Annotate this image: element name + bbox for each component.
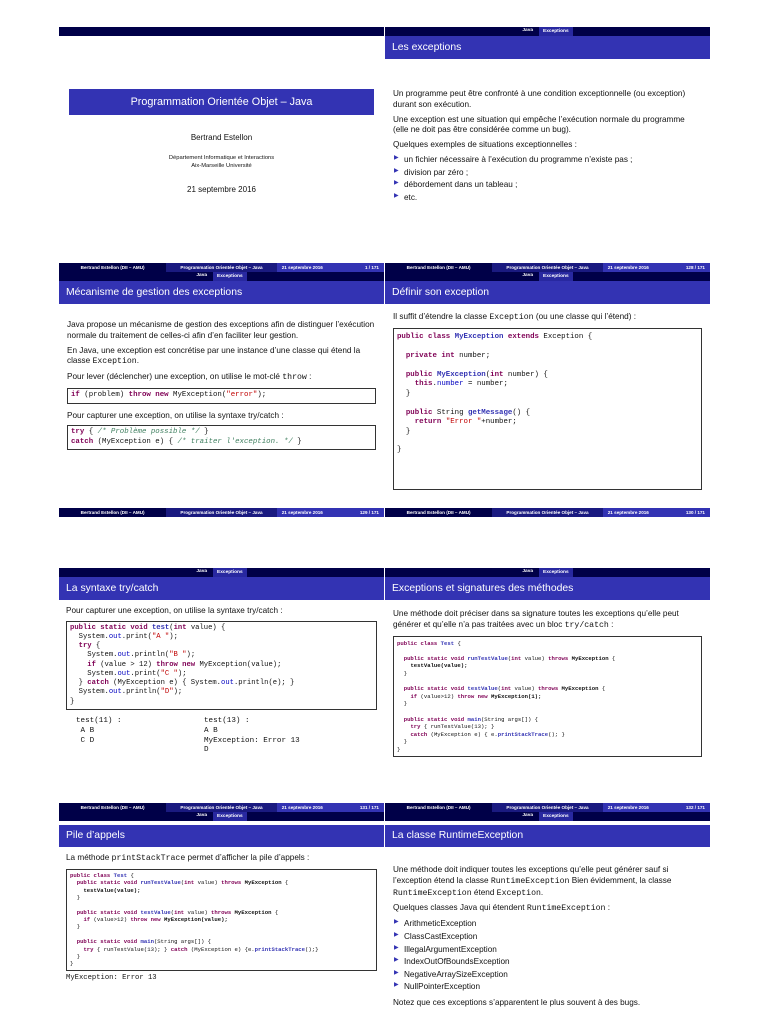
slide-topbar [385,272,710,281]
topbar-java: Java [522,273,534,279]
slide-footer [59,508,384,517]
topbar-section: Exceptions [539,272,573,281]
paragraph: Notez que ces exceptions s’apparentent le plus souvent à des bugs. [393,998,641,1008]
slide-title: La syntaxe try/catch [59,577,384,600]
slide-les-exceptions [385,27,710,272]
slide-footer [385,508,710,517]
slide-topbar [385,568,710,577]
topbar-java: Java [196,569,208,575]
paragraph: Pour lever (déclencher) une exception, on utilise le mot-clé throw : [67,372,312,383]
paragraph: Pour capturer une exception, on utilise la syntaxe try/catch : [66,606,283,615]
code-block-signatures: public class Test { public static void runTestValue(int value) throws MyException { testValue(value); } public static void testValue(int value) throws MyException { if (value>12) throw new MyException(1); } public static void main(String args[]) { try { runTestValue(13); } catch (MyException e) { e.printStackTrace(); } } } [393,636,702,757]
topbar-section: Exceptions [539,27,573,36]
stack-trace-output: MyException: Error 13 [66,973,157,982]
institution-line-2: Aix-Marseille Université [191,162,252,169]
slide-body [393,609,702,757]
bullet-list [393,919,702,993]
slide-body [393,865,702,1013]
slide-body [66,853,377,983]
slide-body [67,320,376,450]
footer-author: Bertrand Estellon (DII – AMU) [59,263,166,272]
topbar-section: Exceptions [213,812,247,821]
slide-footer [385,263,710,272]
page-number: 131 / 171 [359,805,379,810]
bullet-triangle-icon: ▶ [394,193,399,200]
footer-author: Bertrand Estellon (DII – AMU) [385,508,492,517]
footer-title: Programmation Orientée Objet – Java [492,508,603,517]
page-number: 130 / 171 [685,510,705,515]
code-block-throw: if (problem) throw new MyException("error"); [67,388,376,403]
slide-title: Mécanisme de gestion des exceptions [59,281,384,304]
code-block-try-catch: try { /* Problème possible */ } catch (MyException e) { /* traiter l'exception. */ } [67,425,376,450]
topbar-section: Exceptions [539,568,573,577]
paragraph: Quelques classes Java qui étendent RuntimeException : [393,903,611,914]
output-examples [66,717,377,756]
list-item: ▶ IllegalArgumentException [394,944,497,954]
footer-date-page [603,263,710,272]
slide-topbar [385,812,710,821]
list-item: ▶ ArithmeticException [394,919,477,929]
footer-author: Bertrand Estellon (DII – AMU) [385,263,492,272]
bullet-triangle-icon: ▶ [394,931,399,938]
footer-date-page [277,508,384,517]
slide-topbar [59,272,384,281]
slide-pile-appels [59,812,384,1024]
list-item: ▶ un fichier nécessaire à l’exécution du programme n’existe pas ; [394,155,633,165]
list-item: ▶ ClassCastException [394,931,478,941]
list-item: ▶ division par zéro ; [394,167,469,177]
bullet-triangle-icon: ▶ [394,969,399,976]
slide-title: Exceptions et signatures des méthodes [385,577,710,600]
topbar-section: Exceptions [213,272,247,281]
bullet-triangle-icon: ▶ [394,180,399,187]
code-block-myexception: public class MyException extends Exception { private int number; public MyException(int number) { this.number = number; } public String getMessage() { return "Error "+number; } } [393,328,702,490]
page-number: 128 / 171 [685,265,705,270]
list-item: ▶ IndexOutOfBoundsException [394,957,510,967]
paragraph: La méthode printStackTrace permet d’afficher la pile d’appels : [66,853,310,863]
footer-date: 21 septembre 2016 [281,265,323,270]
slide-body [393,89,702,206]
topbar-java: Java [522,813,534,819]
topbar-java: Java [522,569,534,575]
code-block-test-method: public static void test(int value) { System.out.print("A "); try { System.out.println("B "); if (value > 12) throw new MyException(value); System.out.print("C "); } catch (MyException e) { System.out.println(e); } System.out.println("D"); } [66,621,377,710]
slide-runtime-exception [385,812,710,1024]
author-name: Bertrand Estellon [190,133,253,142]
footer-title: Programmation Orientée Objet – Java [492,263,603,272]
footer-title: Programmation Orientée Objet – Java [492,803,603,812]
footer-date: 21 septembre 2016 [281,805,323,810]
paragraph: Une exception est une situation qui empêche l’exécution normale du programme (elle ne doit pas être considérée comme un bug). [393,114,685,135]
list-item: ▶ etc. [394,193,418,203]
code-block-stack-trace: public class Test { public static void runTestValue(int value) throws MyException { testValue(value); } public static void testValue(int value) throws MyException { if (value>12) throw new MyException(value); } public static void main(String args[]) { try { runTestValue(13); } catch (MyException e) {e.printStackTrace();} } } [66,869,377,971]
slide-mecanisme [59,272,384,517]
footer-date-page [277,803,384,812]
paragraph: Une méthode doit préciser dans sa signature toutes les exceptions qu’elle peut générer et qu’elle n’a pas traitées avec un bloc try/catch : [393,609,679,630]
page-number: 1 / 171 [364,265,379,270]
footer-author: Bertrand Estellon (DII – AMU) [385,803,492,812]
footer-date-page [277,263,384,272]
topbar-java: Java [196,813,208,819]
presentation-date: 21 septembre 2016 [187,185,256,194]
topbar-section: Exceptions [539,812,573,821]
slide-topbar [385,27,710,36]
paragraph: Il suffit d’étendre la classe Exception (ou une classe qui l’étend) : [393,312,636,322]
paragraph: Quelques exemples de situations exceptionnelles : [393,140,577,150]
footer-date-page [603,803,710,812]
slide-definir-exception [385,272,710,517]
list-item: ▶ NegativeArraySizeException [394,969,508,979]
footer-date-page [603,508,710,517]
footer-date: 21 septembre 2016 [607,805,649,810]
footer-date: 21 septembre 2016 [607,510,649,515]
presentation-title: Programmation Orientée Objet – Java [69,89,374,115]
footer-title: Programmation Orientée Objet – Java [166,263,277,272]
paragraph: Un programme peut être confronté à une condition exceptionnelle (ou exception) durant son exécution. [393,89,686,109]
paragraph: Java propose un mécanisme de gestion des exceptions afin de distinguer l’exécution normale du traitement de celles-ci afin d’en faciliter leur gestion. [67,320,375,340]
list-item: ▶ débordement dans un tableau ; [394,180,518,190]
institution [59,155,384,170]
slide-title: Définir son exception [385,281,710,304]
footer-title: Programmation Orientée Objet – Java [166,803,277,812]
output-test-11: test(11) : A B C D [76,716,122,745]
slide-footer [385,803,710,812]
slide-body [66,606,377,756]
institution-line-1: Département Informatique et Interactions [168,155,275,161]
slide-exceptions-signatures [385,568,710,812]
slide-title-page [59,27,384,272]
paragraph: Pour capturer une exception, on utilise la syntaxe try/catch : [67,410,284,420]
slide-footer [59,263,384,272]
bullet-triangle-icon: ▶ [394,957,399,964]
slide-footer [59,803,384,812]
slide-topbar [59,568,384,577]
footer-date: 21 septembre 2016 [281,510,323,515]
page-number: 132 / 171 [685,805,705,810]
bullet-triangle-icon: ▶ [394,944,399,951]
bullet-triangle-icon: ▶ [394,155,399,162]
slide-body [393,312,702,490]
slide-topbar [59,812,384,821]
list-item: ▶ NullPointerException [394,982,481,992]
slide-title: La classe RuntimeException [385,825,710,847]
topbar-java: Java [196,273,208,279]
bullet-triangle-icon: ▶ [394,919,399,926]
paragraph: En Java, une exception est concrétise par une instance d’une classe qui étend la classe Exception. [67,345,361,367]
bullet-triangle-icon: ▶ [394,982,399,989]
footer-date: 21 septembre 2016 [607,265,649,270]
topbar-section: Exceptions [213,568,247,577]
slide-topbar [59,27,384,36]
output-test-13: test(13) : A B MyException: Error 13 D [204,716,300,755]
bullet-list [393,155,702,204]
footer-title: Programmation Orientée Objet – Java [166,508,277,517]
slide-title: Pile d’appels [59,825,384,847]
slide-syntaxe-try-catch [59,568,384,812]
topbar-java: Java [522,28,534,34]
footer-author: Bertrand Estellon (DII – AMU) [59,508,166,517]
footer-author: Bertrand Estellon (DII – AMU) [59,803,166,812]
page-number: 129 / 171 [359,510,379,515]
paragraph: Une méthode doit indiquer toutes les exceptions qu’elle peut générer sauf si l’exception étend la classe RuntimeException Bien évidemment, la classe RuntimeException étend Exception. [393,865,672,898]
slide-title: Les exceptions [385,36,710,59]
bullet-triangle-icon: ▶ [394,167,399,174]
